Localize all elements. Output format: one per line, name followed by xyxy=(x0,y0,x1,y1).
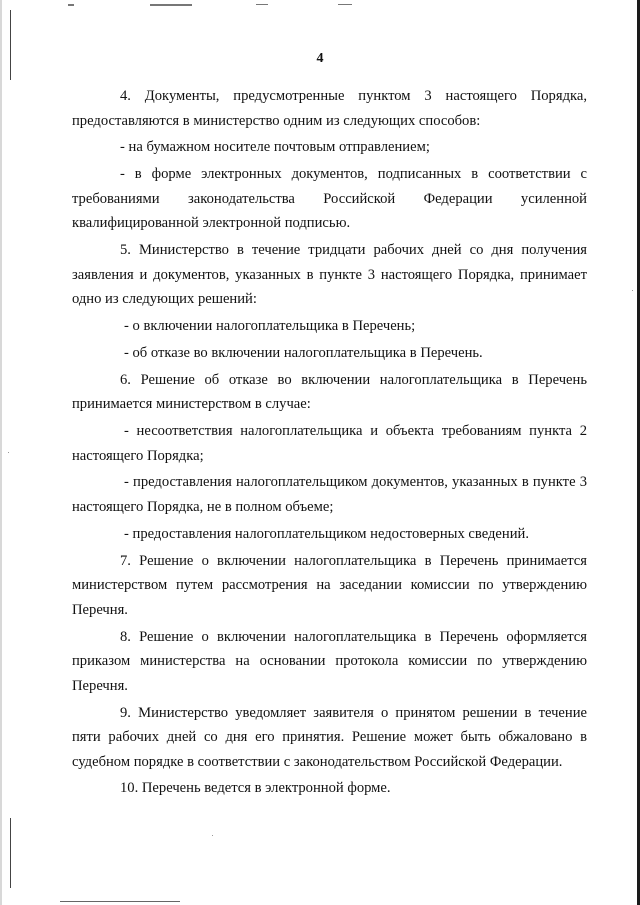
paragraph-5: 5. Министерство в течение тридцати рабочих дней со дня получения заявления и документов, указанных в пункте 3 настоящего Порядка, принимает одно из следующих решений: xyxy=(72,242,587,308)
paragraph-6: 6. Решение об отказе во включении налогоплательщика в Перечень принимается министерством в случае: xyxy=(72,371,587,413)
page-number: 4 xyxy=(316,51,324,66)
document-body xyxy=(72,84,587,803)
scan-artifact-line xyxy=(10,818,11,888)
scan-artifact-dot xyxy=(632,290,633,291)
paragraph-5-item-refuse: - об отказе во включении налогоплательщика в Перечень. xyxy=(124,344,483,361)
paragraph-6-item-mismatch: - несоответствия налогоплательщика и объекта требованиям пункта 2 настоящего Порядка; xyxy=(72,423,587,464)
paragraph-10: 10. Перечень ведется в электронной форме. xyxy=(120,780,391,797)
paragraph-4-item-electronic: - в форме электронных документов, подписанных в соответствии с требованиями законодательства Российской Федерации усиленной квалифицированной электронной подписью. xyxy=(72,166,587,232)
scan-artifact-mark xyxy=(150,4,192,6)
scan-artifact-mark xyxy=(60,901,180,902)
paragraph-4: 4. Документы, предусмотренные пунктом 3 настоящего Порядка, предоставляются в министерство одним из следующих способов: xyxy=(72,88,587,129)
scan-artifact-mark xyxy=(338,4,352,5)
paragraph-4-item-paper: - на бумажном носителе почтовым отправлением; xyxy=(120,139,430,156)
scan-artifact-mark xyxy=(68,4,74,6)
paragraph-9: 9. Министерство уведомляет заявителя о принятом решении в течение пяти рабочих дней со дня его принятия. Решение может быть обжаловано в судебном порядке в соответствии с законодательством Российской Федерации. xyxy=(72,704,587,770)
paragraph-6-item-false-info: - предоставления налогоплательщиком недостоверных сведений. xyxy=(124,525,529,542)
paragraph-6-item-incomplete: - предоставления налогоплательщиком документов, указанных в пункте 3 настоящего Порядка, не в полном объеме; xyxy=(72,474,587,515)
scan-artifact-dot xyxy=(212,835,213,836)
paragraph-5-item-include: - о включении налогоплательщика в Перечень; xyxy=(124,318,416,335)
paragraph-8: 8. Решение о включении налогоплательщика в Перечень оформляется приказом министерства на основании протокола комиссии по утверждению Перечня. xyxy=(72,628,587,694)
scan-left-edge xyxy=(0,0,2,905)
scan-artifact-line xyxy=(10,10,11,80)
scan-artifact-mark xyxy=(256,4,268,5)
paragraph-7: 7. Решение о включении налогоплательщика в Перечень принимается министерством путем рассмотрения на заседании комиссии по утверждению Перечня. xyxy=(72,552,587,618)
scan-artifact-dot xyxy=(8,452,9,453)
